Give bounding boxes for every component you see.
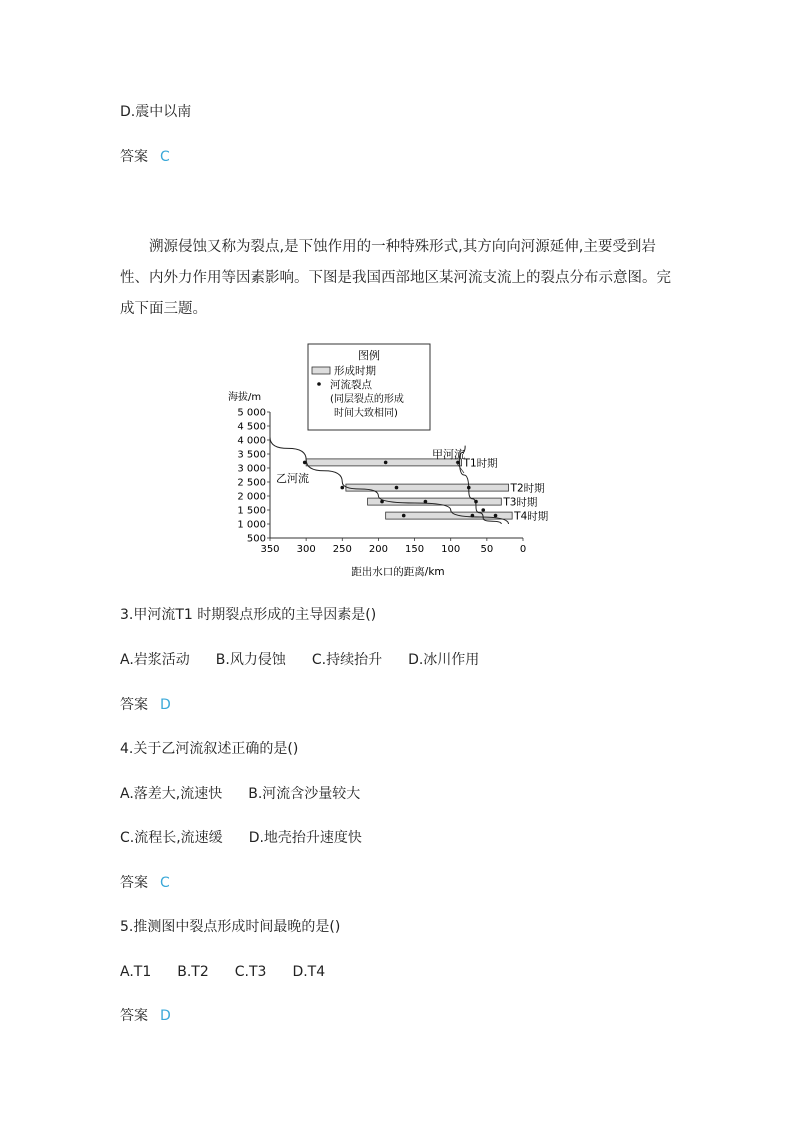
knickpoint bbox=[384, 461, 388, 465]
q5-answer-value: D bbox=[160, 1008, 171, 1024]
knickpoint bbox=[303, 461, 307, 465]
q3-options bbox=[120, 650, 505, 670]
period-label-t2: T2时期 bbox=[510, 482, 545, 495]
knickpoint bbox=[471, 514, 475, 518]
x-axis-title: 距出水口的距离/km bbox=[351, 566, 445, 578]
x-tick-label: 200 bbox=[368, 544, 388, 555]
y-tick-label: 4 000 bbox=[237, 435, 266, 447]
period-label-t4: T4时期 bbox=[514, 510, 549, 523]
prev-option-d: D.震中以南 bbox=[120, 104, 192, 120]
q4-answer-value: C bbox=[160, 875, 170, 891]
y-tick-label: 1 000 bbox=[237, 519, 266, 531]
intro-paragraph bbox=[120, 232, 680, 325]
label-yi-river: 乙河流 bbox=[276, 472, 309, 485]
knickpoint-figure bbox=[226, 340, 566, 580]
y-tick-label: 500 bbox=[246, 533, 266, 545]
knickpoint bbox=[494, 514, 498, 518]
y-tick-label: 3 500 bbox=[237, 449, 266, 461]
q3-option-b: B.风力侵蚀 bbox=[215, 652, 286, 668]
period-label-t1: T1时期 bbox=[463, 457, 498, 470]
q5-answer-line bbox=[120, 1006, 171, 1026]
label-jia-river: 甲河流 bbox=[432, 448, 465, 461]
q5-option-a: A.T1 bbox=[120, 964, 152, 980]
q3-answer-line bbox=[120, 695, 171, 715]
q5-option-d: D.T4 bbox=[292, 964, 326, 980]
q4-answer-line bbox=[120, 873, 170, 893]
legend-point-swatch bbox=[317, 382, 321, 386]
knickpoint bbox=[340, 486, 344, 490]
q4-option-d: D.地壳抬升速度快 bbox=[248, 830, 362, 846]
x-tick-label: 50 bbox=[480, 544, 494, 555]
q5-option-c: C.T3 bbox=[234, 964, 267, 980]
prev-answer-line bbox=[120, 147, 170, 167]
q5-option-b: B.T2 bbox=[177, 964, 209, 980]
q5-options bbox=[120, 962, 351, 982]
y-tick-label: 1 500 bbox=[237, 505, 266, 517]
q4-option-c: C.流程长,流速缓 bbox=[120, 830, 223, 846]
legend-point-label: 河流裂点 bbox=[330, 379, 372, 391]
q3-option-c: C.持续抬升 bbox=[311, 652, 383, 668]
y-tick-label: 2 000 bbox=[237, 491, 266, 503]
answer-label: 答案 bbox=[120, 1008, 148, 1024]
x-tick-label: 300 bbox=[296, 544, 316, 555]
x-tick-label: 250 bbox=[332, 544, 352, 555]
prev-answer-value: C bbox=[160, 149, 170, 165]
answer-label: 答案 bbox=[120, 697, 148, 713]
intro-text: 溯源侵蚀又称为裂点,是下蚀作用的一种特殊形式,其方向向河源延伸,主要受到岩性、内外力作用等因素影响。下图是我国西部地区某河流支流上的裂点分布示意图。完成下面三题。 bbox=[120, 239, 671, 317]
knickpoint bbox=[402, 514, 406, 518]
q3-option-d: D.冰川作用 bbox=[408, 652, 480, 668]
x-tick-label: 350 bbox=[260, 544, 280, 555]
knickpoint bbox=[467, 486, 471, 490]
x-tick-label: 150 bbox=[405, 544, 425, 555]
q4-option-a: A.落差大,流速快 bbox=[120, 786, 223, 802]
q3-answer-value: D bbox=[160, 697, 171, 713]
y-tick-label: 2 500 bbox=[237, 477, 266, 489]
knickpoint bbox=[395, 486, 399, 490]
q5-stem: 5.推测图中裂点形成时间最晚的是() bbox=[120, 919, 341, 935]
legend-title: 图例 bbox=[358, 349, 380, 362]
legend-note-1: (同层裂点的形成 bbox=[330, 394, 404, 405]
q4-option-b: B.河流含沙量较大 bbox=[248, 786, 361, 802]
x-tick-label: 100 bbox=[441, 544, 461, 555]
y-tick-label: 4 500 bbox=[237, 421, 266, 433]
answer-label: 答案 bbox=[120, 875, 148, 891]
knickpoint bbox=[380, 500, 384, 504]
legend-period-swatch bbox=[312, 367, 330, 374]
knickpoint bbox=[481, 508, 485, 512]
q4-stem: 4.关于乙河流叙述正确的是() bbox=[120, 741, 299, 757]
knickpoint bbox=[424, 500, 428, 504]
y-tick-label: 5 000 bbox=[237, 407, 266, 419]
x-tick-label: 0 bbox=[519, 544, 527, 555]
answer-label: 答案 bbox=[120, 149, 148, 165]
y-axis-title: 海拔/m bbox=[228, 392, 262, 403]
q4-options-cd bbox=[120, 828, 388, 848]
knickpoint bbox=[474, 500, 478, 504]
q3-option-a: A.岩浆活动 bbox=[120, 652, 190, 668]
legend-note-2: 时间大致相同) bbox=[334, 408, 398, 419]
legend-period-label: 形成时期 bbox=[334, 365, 376, 377]
q4-options-ab bbox=[120, 784, 386, 804]
q3-stem: 3.甲河流T1 时期裂点形成的主导因素是() bbox=[120, 607, 377, 623]
y-tick-label: 3 000 bbox=[237, 463, 266, 475]
knickpoint-chart bbox=[226, 340, 566, 580]
period-label-t3: T3时期 bbox=[503, 496, 538, 509]
